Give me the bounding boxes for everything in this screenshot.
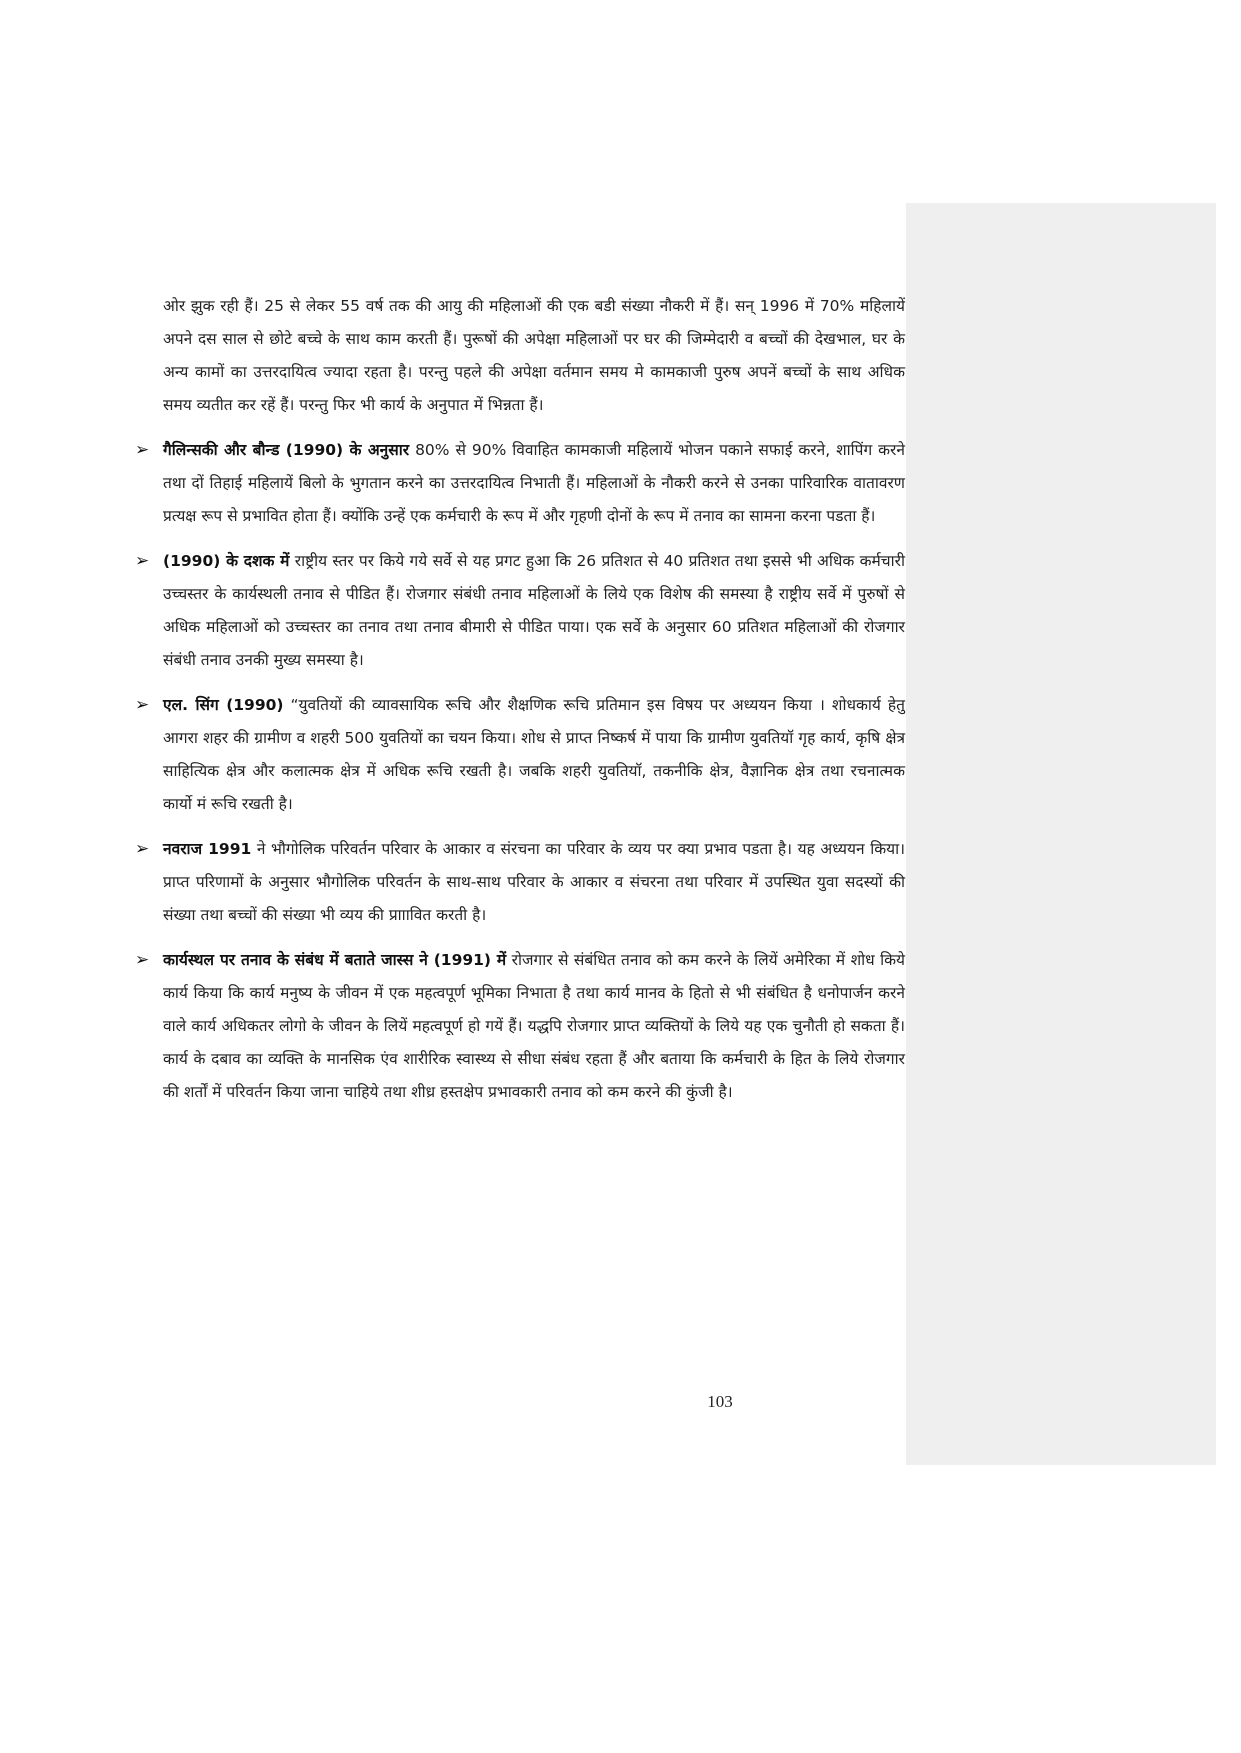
bullet-text [163,833,905,932]
bullet-body: 80% से 90% विवाहित कामकाजी महिलायें भोजन पकाने सफाई करने, शापिंग करने तथा दों तिहाई महिलायें बिलो के भुगतान करने का उत्तरदायित्व निभाती हैं। महिलाओं के नौकरी करने से उनका पारिवारिक वातावरण प्रत्यक्ष रूप से प्रभावित होता हैं। क्योंकि उन्हें एक कर्मचारी के रूप में और गृहणी दोनों के रूप में तनाव का सामना करना पडता हैं। [163,441,905,525]
bullet-lead: एल. सिंग (1990) [163,696,284,714]
arrow-bullet-icon: ➢ [135,440,150,460]
bullet-body: ने भौगोलिक परिवर्तन परिवार के आकार व संरचना का परिवार के व्यय पर क्या प्रभाव पडता है। यह अध्ययन किया। प्राप्त परिणामों के अनुसार भौगोलिक परिवर्तन के साथ-साथ परिवार के आकार व संचरना तथा परिवार में उपस्थित युवा सदस्यों की संख्या तथा बच्चों की संख्या भी व्यय की प्रााावित करती है। [163,840,905,924]
bullet-lead: (1990) के दशक में [163,552,290,570]
bullet-item [135,833,905,932]
bullet-text [163,944,905,1109]
bullet-item [135,944,905,1109]
bullet-item [135,689,905,821]
bullet-lead: गैलिन्सकी और बौन्ड (1990) के अनुसार [163,441,410,459]
arrow-bullet-icon: ➢ [135,839,150,859]
bullet-lead: नवराज 1991 [163,840,252,858]
continuation-paragraph: ओर झुक रही हैं। 25 से लेकर 55 वर्ष तक की आयु की महिलाओं की एक बडी संख्या नौकरी में हैं। सन् 1996 में 70% महिलायें अपने दस साल से छोटे बच्चे के साथ काम करती हैं। पुरूषों की अपेक्षा महिलाओं पर घर की जिम्मेदारी व बच्चों की देखभाल, घर के अन्य कामों का उत्तरदायित्व ज्यादा रहता है। परन्तु पहले की अपेक्षा वर्तमान समय मे कामकाजी पुरुष अपनें बच्चों के साथ अधिक समय व्यतीत कर रहें हैं। परन्तु फिर भी कार्य के अनुपात में भिन्नता हैं। [163,297,905,414]
bullet-item [135,545,905,677]
arrow-bullet-icon: ➢ [135,551,150,571]
bullet-body: रोजगार से संबंधित तनाव को कम करने के लियें अमेरिका में शोध किये कार्य किया कि कार्य मनुष्य के जीवन में एक महत्वपूर्ण भूमिका निभाता है तथा कार्य मानव के हितो से भी संबंधित है धनोपार्जन करने वाले कार्य अधिकतर लोगो के जीवन के लियें महत्वपूर्ण हो गयें हैं। यद्धपि रोजगार प्राप्त व्यक्तियों के लिये यह एक चुनौती हो सकता हैं। कार्य के दबाव का व्यक्ति के मानसिक एंव शारीरिक स्वास्थ्य से सीधा संबंध रहता हैं और बताया कि कर्मचारी के हित के लिये रोजगार की शर्तों में परिवर्तन किया जाना चाहिये तथा शीध्र हस्तक्षेप प्रभावकारी तनाव को कम करने की कुंजी है। [163,951,905,1101]
arrow-bullet-icon: ➢ [135,950,150,970]
bullet-body: राष्ट्रीय स्तर पर किये गये सर्वे से यह प्रगट हुआ कि 26 प्रतिशत से 40 प्रतिशत तथा इससे भी अधिक कर्मचारी उच्चस्तर के कार्यस्थली तनाव से पीडित हैं। रोजगार संबंधी तनाव महिलाओं के लिये एक विशेष की समस्या है राष्ट्रीय सर्वे में पुरुषों से अधिक महिलाओं को उच्चस्तर का तनाव तथा तनाव बीमारी से पीडित पाया। एक सर्वे के अनुसार 60 प्रतिशत महिलाओं की रोजगार संबंधी तनाव उनकी मुख्य समस्या है। [163,552,905,669]
comment-pane [906,203,1216,1465]
bullet-body: “युवतियों की व्यावसायिक रूचि और शैक्षणिक रूचि प्रतिमान इस विषय पर अध्ययन किया । शोधकार्य हेतु आगरा शहर की ग्रामीण व शहरी 500 युवतियों का चयन किया। शोध से प्राप्त निष्कर्ष में पाया कि ग्रामीण युवतियॉ गृह कार्य, कृषि क्षेत्र साहित्यिक क्षेत्र और कलात्मक क्षेत्र में अधिक रूचि रखती है। जबकि शहरी युवतियॉ, तकनीकि क्षेत्र, वैज्ञानिक क्षेत्र तथा रचनात्मक कार्यो मं रूचि रखती है। [163,696,905,813]
bullet-item [135,434,905,533]
bullet-text [163,545,905,677]
arrow-bullet-icon: ➢ [135,695,150,715]
bullet-lead: कार्यस्थल पर तनाव के संबंध में बताते जास्स ने (1991) में [163,951,507,969]
bullet-text [163,434,905,533]
page-number: 103 [707,1392,733,1411]
bullet-text [163,689,905,821]
page-body [135,290,905,1109]
